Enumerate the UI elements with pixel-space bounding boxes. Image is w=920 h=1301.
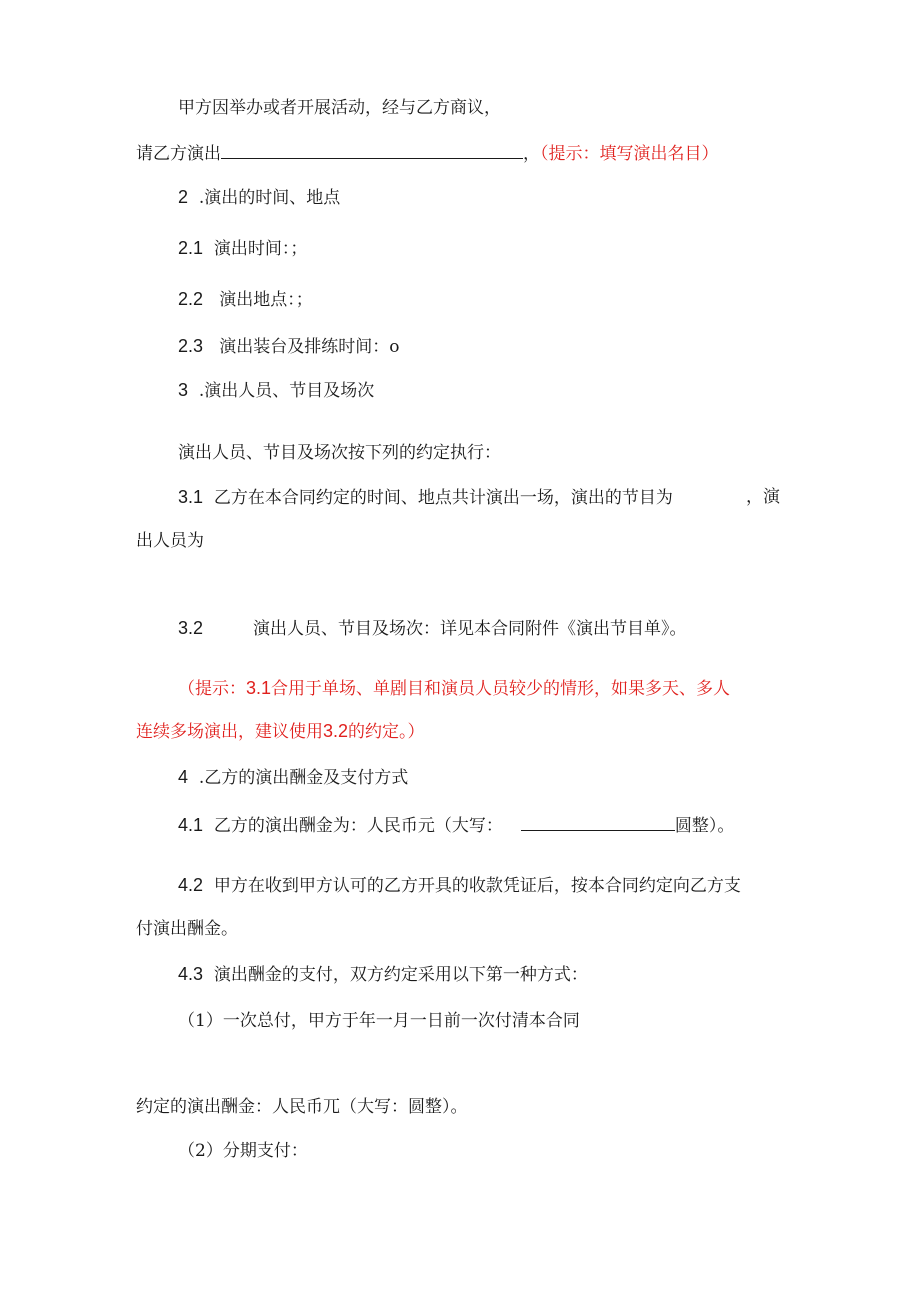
program-name-hint: （提示：填写演出名目） [540, 144, 719, 164]
intro-line-2-text: 请乙方演出 [136, 144, 221, 164]
section-3-title: .演出人员、节目及场次 [198, 381, 375, 401]
clause-4-2-text: 甲方在收到甲方认可的乙方开具的收款凭证后，按本合同约定向乙方支 [213, 876, 741, 896]
hint-number-3-1: 3.1 [246, 678, 272, 698]
clause-2-3 [178, 335, 400, 358]
clause-2-1 [178, 237, 307, 260]
clause-2-2-text: 演出地点：； [219, 290, 313, 310]
clause-2-1-number: 2.1 [178, 238, 204, 258]
clause-2-3-number: 2.3 [178, 336, 204, 356]
payment-option-1: （1）一次总付，甲方于年一月一日前一次付清本合同 [178, 1011, 580, 1031]
clause-3-1-text: 乙方在本合同约定的时间、地点共计演出一场，演出的节目为 [213, 488, 673, 508]
clause-4-1 [178, 814, 734, 837]
hint-prefix: （提示： [178, 679, 246, 699]
clause-4-2-line-2: 付演出酬金。 [136, 919, 238, 939]
section-3-hint-line-2 [136, 720, 425, 743]
clause-4-1-tail: 圆整）。 [674, 816, 735, 836]
clause-4-3-number: 4.3 [178, 964, 204, 984]
clause-3-1-number: 3.1 [178, 487, 204, 507]
hint-body-2: 连续多场演出，建议使用 [136, 722, 323, 742]
clause-2-2-number: 2.2 [178, 289, 204, 309]
clause-3-2 [178, 617, 687, 640]
clause-2-1-text: 演出时间：； [213, 239, 308, 259]
hint-number-3-2: 3.2 [323, 721, 349, 741]
clause-2-2 [178, 288, 313, 311]
amount-blank [521, 814, 675, 831]
intro-line-2 [136, 142, 719, 165]
clause-4-3-text: 演出酬金的支付，双方约定采用以下第一种方式： [213, 965, 588, 985]
clause-4-1-number: 4.1 [178, 815, 204, 835]
clause-2-3-text: 演出装台及排练时间：o [219, 337, 400, 357]
clause-4-1-text: 乙方的演出酬金为：人民币元（大写： [213, 816, 503, 836]
clause-4-2-number: 4.2 [178, 875, 204, 895]
section-3-intro: 演出人员、节目及场次按下列的约定执行： [178, 443, 501, 463]
section-3-heading [178, 379, 374, 402]
hint-suffix: 的约定。） [348, 722, 425, 742]
section-3-number: 3 [178, 380, 189, 400]
payment-option-2: （2）分期支付： [178, 1141, 308, 1161]
clause-3-2-number: 3.2 [178, 618, 204, 638]
section-3-hint-line-1 [178, 677, 730, 700]
clause-3-1 [178, 486, 673, 509]
section-4-heading [178, 766, 408, 789]
section-2-number: 2 [178, 187, 189, 207]
clause-3-1-line-2: 出人员为 [136, 531, 204, 551]
clause-3-2-text: 演出人员、节目及场次：详见本合同附件《演出节目单》。 [253, 619, 687, 639]
clause-3-1-tail: ，演 [746, 487, 780, 507]
section-4-number: 4 [178, 767, 189, 787]
section-2-title: .演出的时间、地点 [198, 188, 341, 208]
payment-option-1-line-2: 约定的演出酬金：人民币兀（大写：圆整）。 [136, 1097, 468, 1117]
intro-line-1: 甲方因举办或者开展活动，经与乙方商议， [178, 98, 501, 118]
section-2-heading [178, 186, 340, 209]
program-name-blank [221, 142, 523, 159]
clause-4-3 [178, 963, 588, 986]
section-4-title: .乙方的演出酬金及支付方式 [198, 768, 409, 788]
clause-4-2 [178, 874, 741, 897]
intro-line-2-comma: ， [523, 144, 540, 164]
hint-body: 合用于单场、单剧目和演员人员较少的情形，如果多天、多人 [271, 679, 731, 699]
